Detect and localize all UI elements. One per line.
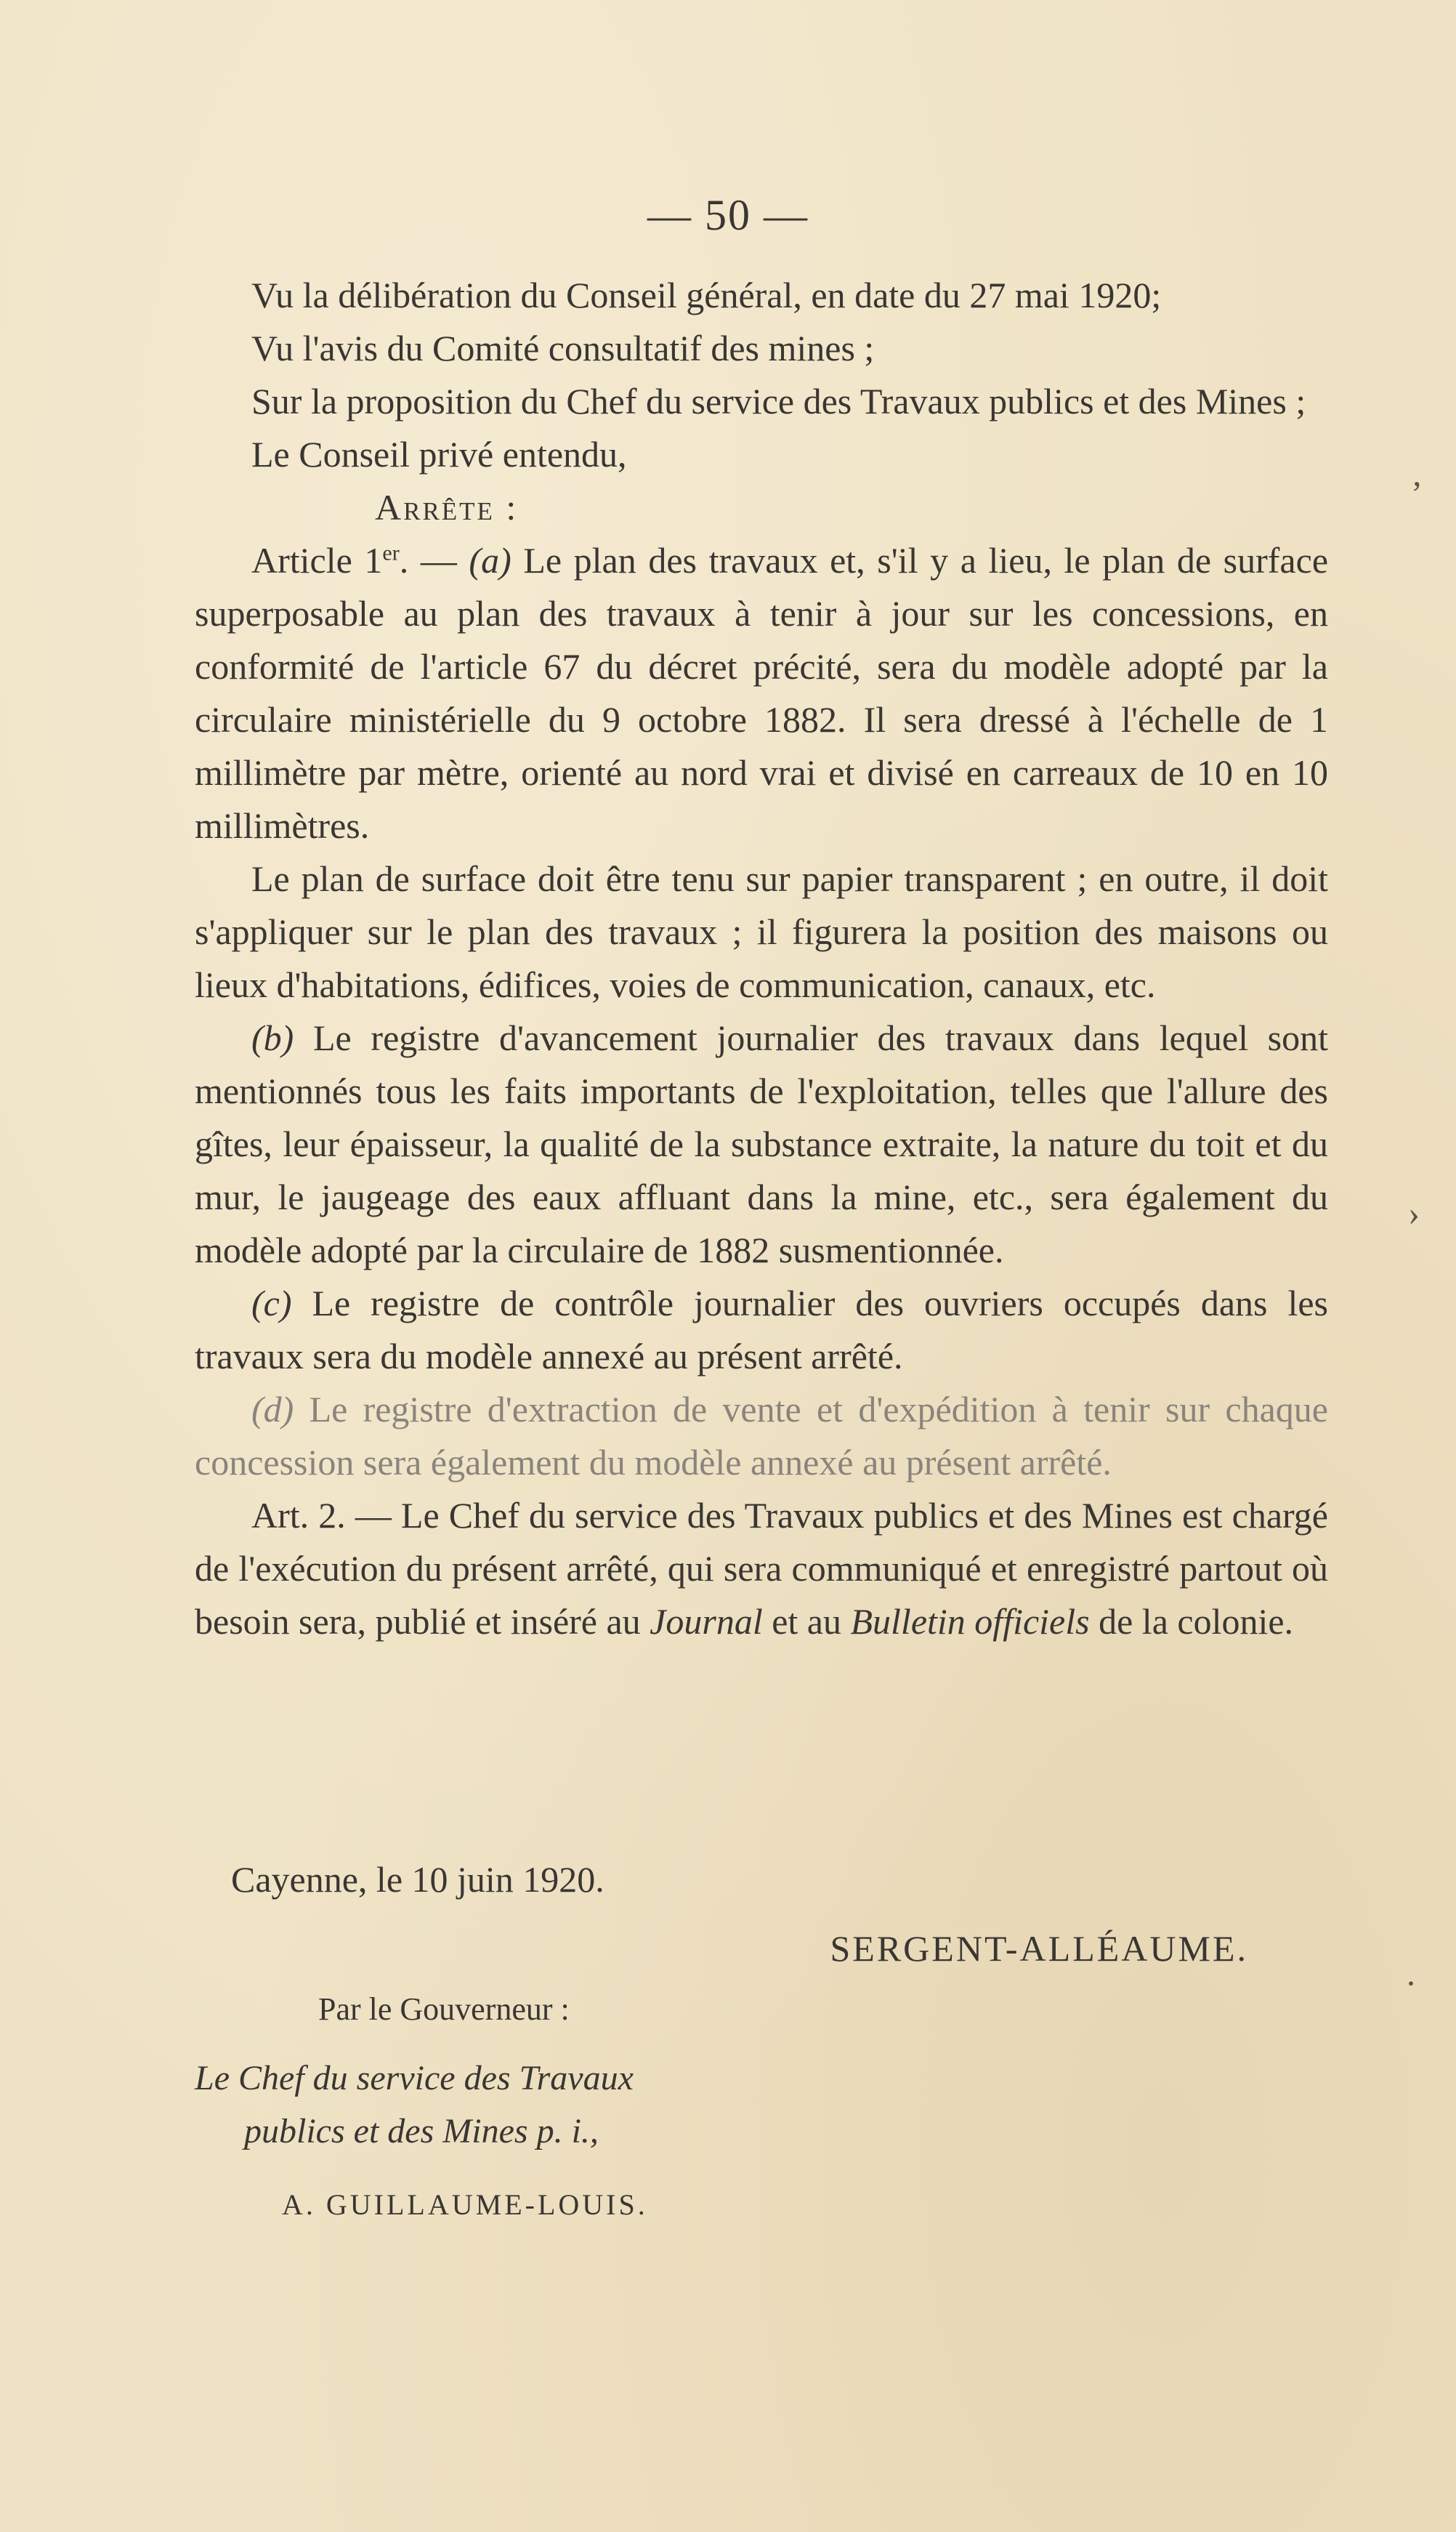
governor-signature: SERGENT-ALLÉAUME. [830, 1928, 1248, 1969]
chef-title-line-2: publics et des Mines p. i., [244, 2112, 599, 2150]
par-le-gouverneur: Par le Gouverneur : [318, 1991, 570, 2027]
vu-deliberation-line: Vu la délibération du Conseil général, en date du 27 mai 1920; [251, 275, 1162, 315]
label-a: (a) [469, 540, 511, 581]
vu-avis-line: Vu l'avis du Comité consultatif des mines ; [251, 328, 875, 368]
et-au-words: et au [762, 1601, 851, 1642]
label-d: (d) [251, 1389, 294, 1430]
paragraph-b-text: Le registre d'avancement journalier des travaux dans lequel sont mentionnés tous les faits importants de l'exploitation, telles que l'allure des gîtes, leur épaisseur, la qualité de la substance extraite, la nature du toit et du mur, le jaugeage des eaux affluant dans la mine, etc., sera également du modèle adopté par la circulaire de 1882 susmentionnée. [195, 1017, 1328, 1270]
decree-body [195, 269, 1328, 1648]
article-1-sup: er [382, 541, 400, 565]
sur-proposition-line: Sur la proposition du Chef du service des Travaux publics et des Mines ; [251, 381, 1306, 422]
article-1-dash: . — [399, 540, 469, 581]
article-2-text: Art. 2. — Le Chef du service des Travaux publics et des Mines est chargé de l'exécution du présent arrêté, qui sera communiqué et enregistré partout où besoin sera, publié et inséré au [195, 1495, 1328, 1642]
journal-word: Journal [650, 1601, 763, 1642]
paragraph-c-text: Le registre de contrôle journalier des ouvriers occupés dans les travaux sera du modèle annexé au présent arrêté. [195, 1283, 1328, 1376]
margin-mark-2: › [1408, 1194, 1420, 1233]
label-b: (b) [251, 1017, 294, 1058]
paragraph-a-text: Le plan des travaux et, s'il y a lieu, le plan de surface superposable au plan des travaux à tenir à jour sur les concessions, en conformité de l'article 67 du décret précité, sera du modèle adopté par la circulaire ministérielle du 9 octobre 1882. Il sera dressé à l'échelle de 1 millimètre par mètre, orienté au nord vrai et divisé en carreaux de 10 en 10 millimètres. [195, 540, 1329, 846]
paragraph-c [195, 1277, 1328, 1383]
margin-mark-1: ’ [1411, 475, 1423, 513]
chef-name: A. GUILLAUME-LOUIS. [282, 2188, 648, 2221]
article-1-prefix: Article 1 [251, 540, 383, 581]
article-1-paragraph-a [195, 534, 1328, 852]
chef-title-line-1: Le Chef du service des Travaux [195, 2059, 634, 2097]
label-c: (c) [251, 1283, 292, 1323]
arrete-heading: Arrête : [375, 487, 519, 528]
closing-block [195, 1853, 1328, 2231]
paragraph-d-text: Le registre d'extraction de vente et d'expédition à tenir sur chaque concession sera également du modèle annexé au présent arrêté. [195, 1389, 1328, 1483]
paragraph-d [195, 1383, 1328, 1489]
plan-surface-paragraph: Le plan de surface doit être tenu sur papier transparent ; en outre, il doit s'appliquer sur le plan des travaux ; il figurera la position des maisons ou lieux d'habitations, édifices, voies de communication, canaux, etc. [195, 858, 1328, 1005]
bulletin-words: Bulletin officiels [850, 1601, 1090, 1642]
page-number: — 50 — [647, 191, 809, 239]
article-2-end: de la colonie. [1089, 1601, 1294, 1642]
conseil-prive-line: Le Conseil privé entendu, [251, 434, 627, 475]
margin-mark-3: · [1405, 1964, 1417, 2003]
paragraph-b [195, 1012, 1328, 1277]
article-2-paragraph [195, 1489, 1328, 1648]
place-date: Cayenne, le 10 juin 1920. [231, 1859, 604, 1900]
